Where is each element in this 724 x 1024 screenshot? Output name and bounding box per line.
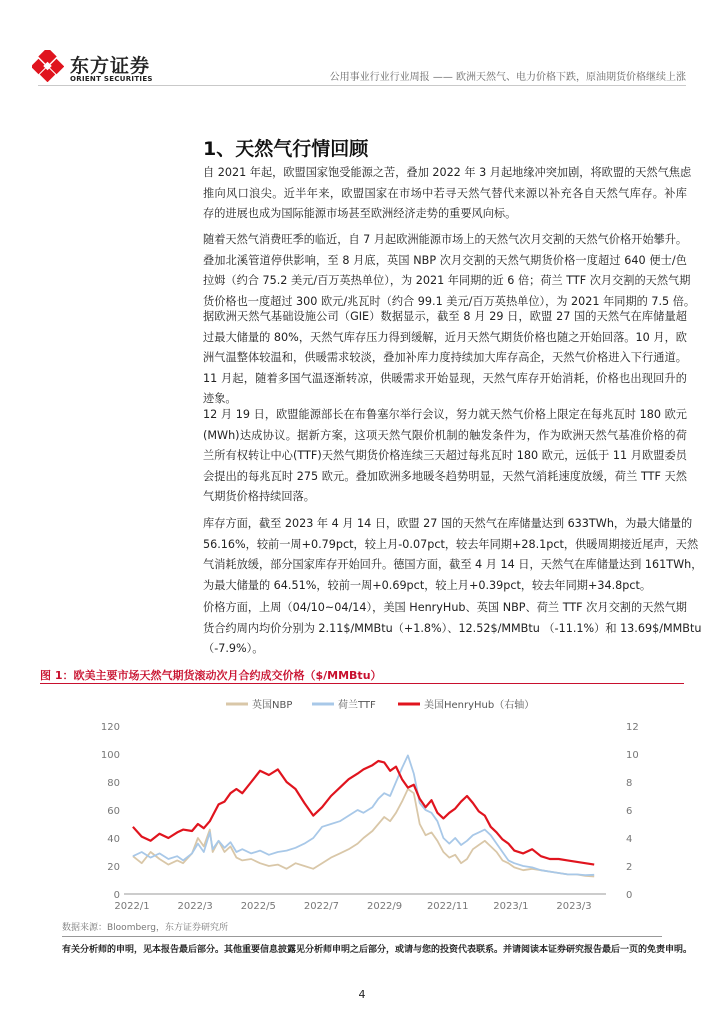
footer-divider bbox=[62, 936, 662, 937]
text-line: 库存方面，截至 2023 年 4 月 14 日，欧盟 27 国的天然气在库储量达到 633TWh，为最大储量的 bbox=[203, 517, 693, 530]
text-line: (MWh)达成协议。据新方案，这项天然气限价机制的触发条件为，作为欧洲天然气基准价格的荷 bbox=[203, 428, 687, 442]
y-left-tick-label: 80 bbox=[107, 778, 120, 789]
text-line: 货合约周内均价分别为 2.11$/MMBtu（+1.8%）、12.52$/MMBtu （-11.1%）和 13.69$/MMBtu bbox=[203, 621, 702, 635]
y-left-tick-label: 100 bbox=[100, 750, 120, 761]
text-line: 拉姆（约合 75.2 美元/百万英热单位），为 2021 年同期的近 6 倍；荷兰 TTF 次月交割的天然气期 bbox=[203, 274, 691, 288]
text-line: 推向风口浪尖。近半年来，欧盟国家在市场中若寻天然气替代来源以补充各自天然气库存。补库 bbox=[203, 186, 687, 200]
text-line: 11 月起，随着多国气温逐渐转凉，供暖需求开始显现，天然气库存开始消耗，价格也出现回升的 bbox=[203, 371, 687, 385]
x-tick-label: 2022/1 bbox=[114, 901, 150, 912]
paragraph-4 bbox=[203, 405, 687, 508]
orient-securities-logo-icon bbox=[32, 50, 64, 82]
report-header-title: 公用事业行业行业周报 —— 欧洲天然气、电力价格下跌，原油期货价格继续上涨 bbox=[329, 72, 686, 83]
y-right-tick-label: 0 bbox=[626, 890, 633, 901]
x-tick-label: 2022/7 bbox=[303, 901, 340, 912]
page-number: 4 bbox=[358, 988, 366, 1001]
chart-legend bbox=[226, 698, 534, 711]
figure-source: 数据来源：Bloomberg，东方证券研究所 bbox=[62, 923, 228, 933]
paragraph-3 bbox=[203, 307, 687, 410]
text-line: 据欧洲天然气基础设施公司（GIE）数据显示，截至 8 月 29 日，欧盟 27 国的天然气在库储量超 bbox=[203, 310, 687, 323]
y-left-tick-label: 60 bbox=[107, 806, 120, 817]
text-line: 自 2021 年起，欧盟国家饱受能源之苦，叠加 2022 年 3 月起地缘冲突加剧，将欧盟的天然气焦虑 bbox=[203, 166, 692, 179]
section-title: 1、天然气行情回顾 bbox=[203, 138, 369, 160]
x-tick-label: 2022/9 bbox=[366, 901, 403, 912]
text-line: 兰所有权转让中心(TTF)天然气期货价格连续三天超过每兆瓦时 180 欧元，远低于 11 月欧盟委员 bbox=[203, 449, 687, 463]
chart-series bbox=[133, 755, 594, 876]
y-left-tick-label: 40 bbox=[107, 834, 120, 845]
legend-label: 美国HenryHub（右轴） bbox=[424, 700, 535, 711]
paragraph-2 bbox=[203, 230, 696, 312]
text-line: （-7.9%）。 bbox=[203, 642, 264, 656]
y-right-tick-label: 4 bbox=[626, 834, 633, 845]
text-line: 洲气温整体较温和，供暖需求较淡，叠加补库力度持续加大库存高企，天然气价格进入下行通道。 bbox=[203, 351, 687, 365]
paragraph-1 bbox=[203, 163, 692, 225]
gas-price-line-chart bbox=[40, 688, 684, 916]
figure-caption: 图 1：欧美主要市场天然气期货滚动次月合约成交价格（$/MMBtu） bbox=[40, 669, 382, 682]
company-logo bbox=[32, 48, 162, 84]
text-line: 12 月 19 日，欧盟能源部长在布鲁塞尔举行会议，努力就天然气价格上限定在每兆瓦时 180 欧元 bbox=[203, 408, 687, 421]
series-line bbox=[133, 755, 594, 875]
y-right-tick-label: 6 bbox=[626, 806, 633, 817]
x-tick-label: 2022/11 bbox=[426, 901, 469, 912]
text-line: 过最大储量的 80%，天然气库存压力得到缓解，近月天然气期货价格也随之开始回落。10 月，欧 bbox=[203, 330, 687, 344]
text-line: 货价格也一度超过 300 欧元/兆瓦时（约合 99.1 美元/百万英热单位），为 2021 年同期的 7.5 倍。 bbox=[203, 294, 696, 308]
legend-label: 荷兰TTF bbox=[338, 700, 376, 711]
legend-label: 英国NBP bbox=[252, 700, 293, 711]
y-left-tick-label: 20 bbox=[107, 862, 120, 873]
text-line: 会提出的每兆瓦时 275 欧元。叠加欧洲多地暖冬趋势明显，天然气消耗速度放缓，荷兰 TTF 天然 bbox=[203, 469, 687, 483]
x-tick-label: 2022/5 bbox=[240, 901, 276, 912]
chart-axes bbox=[101, 722, 639, 912]
y-left-tick-label: 120 bbox=[100, 722, 120, 733]
text-line: 随着天然气消费旺季的临近，自 7 月起欧洲能源市场上的天然气次月交割的天然气价格开始攀升。 bbox=[203, 233, 688, 246]
y-right-tick-label: 2 bbox=[626, 862, 633, 873]
paragraph-6 bbox=[203, 598, 702, 660]
header-divider bbox=[38, 85, 686, 86]
y-right-tick-label: 12 bbox=[626, 722, 639, 733]
series-line bbox=[133, 789, 594, 877]
footer-disclaimer: 有关分析师的申明，见本报告最后部分。其他重要信息披露见分析师申明之后部分，或请与您的投资代表联系。并请阅读本证券研究报告最后一页的免责申明。 bbox=[62, 945, 693, 955]
x-tick-label: 2022/3 bbox=[177, 901, 213, 912]
text-line: 为最大储量的 64.51%，较前一周+0.69pct，较上月+0.39pct，较去年同期+34.8pct。 bbox=[203, 578, 652, 592]
y-right-tick-label: 10 bbox=[626, 750, 639, 761]
logo-chinese-name: 东方证券 bbox=[70, 55, 151, 77]
text-line: 气期货价格持续回落。 bbox=[203, 490, 315, 504]
y-left-tick-label: 0 bbox=[113, 890, 120, 901]
y-right-tick-label: 8 bbox=[626, 778, 633, 789]
text-line: 叠加北溪管道停供影响，至 8 月底，英国 NBP 次月交割的天然气期货价格一度超过 640 便士/色 bbox=[203, 253, 687, 267]
text-line: 价格方面，上周（04/10~04/14），美国 HenryHub、英国 NBP、荷兰 TTF 次月交割的天然气期 bbox=[203, 601, 687, 614]
text-line: 存的进展也成为国际能源市场甚至欧洲经济走势的重要风向标。 bbox=[203, 207, 517, 221]
text-line: 气消耗放缓，部分国家库存开始回升。德国方面，截至 4 月 14 日，天然气在库储量达到 161TWh， bbox=[203, 558, 703, 572]
paragraph-5 bbox=[203, 514, 703, 596]
x-tick-label: 2023/3 bbox=[556, 901, 592, 912]
figure-divider bbox=[40, 683, 684, 684]
text-line: 迹象。 bbox=[203, 392, 237, 406]
logo-english-name: ORIENT SECURITIES bbox=[70, 75, 153, 83]
text-line: 56.16%，较前一周+0.79pct，较上月-0.07pct，较去年同期+28.1pct，供暖周期接近尾声，天然 bbox=[203, 537, 699, 551]
x-tick-label: 2023/1 bbox=[493, 901, 529, 912]
